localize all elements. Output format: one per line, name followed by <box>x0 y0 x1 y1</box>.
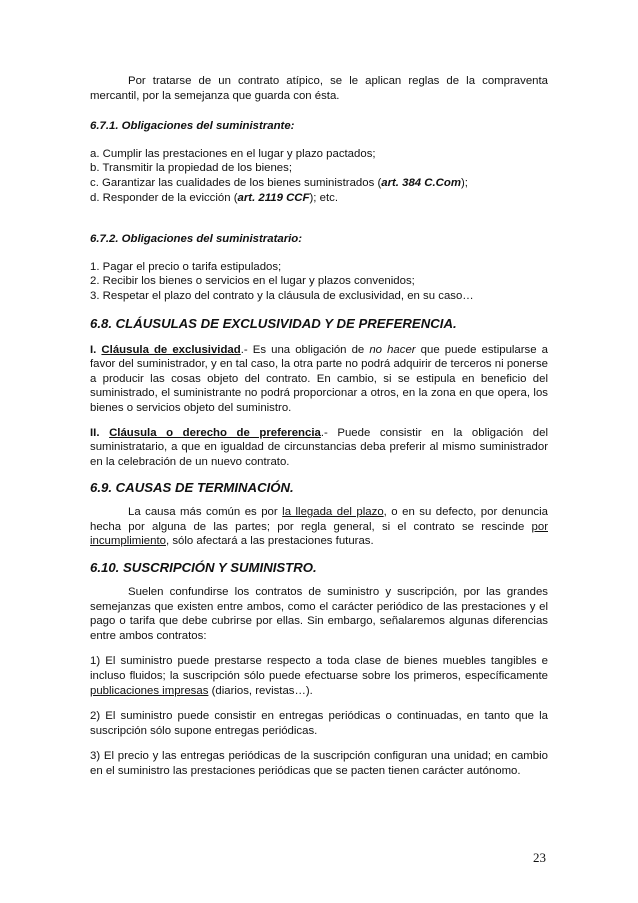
termination-term-breach: por incumplimiento <box>90 520 548 548</box>
difference-1-text-b: (diarios, revistas…). <box>208 684 313 697</box>
obligation-d-text: d. Responder de la evicción ( <box>90 191 238 204</box>
subscription-intro: Suelen confundirse los contratos de suministro y suscripción, por las grandes semejanzas que existen entre ambos, como el carácter periódico de las prestaciones y el pago o tarifa que debe cubrirse por ellas. Sin embargo, señalaremos algunas diferencias entre ambos contratos: <box>90 586 548 642</box>
obligation-c-text: c. Garantizar las cualidades de los bienes suministrados ( <box>90 176 382 189</box>
obligation-d <box>90 191 548 206</box>
termination-text-a: La causa más común es por <box>128 506 283 519</box>
termination-text-c: , sólo afectará a las prestaciones futuras. <box>165 535 374 548</box>
difference-1-term: publicaciones impresas <box>90 684 209 697</box>
obligation-c-reference: art. 384 C.Com <box>381 176 461 189</box>
intro-paragraph: Por tratarse de un contrato atípico, se le aplican reglas de la compraventa mercantil, por la semejanza que guarda con ésta. <box>90 75 548 102</box>
exclusivity-text-a: .- Es una obligación de <box>240 343 370 356</box>
exclusivity-number: I. <box>90 343 97 356</box>
obligation-b: b. Transmitir la propiedad de los bienes; <box>90 162 292 175</box>
obligation-c-end: ); <box>461 176 468 189</box>
duty-3: 3. Respetar el plazo del contrato y la cláusula de exclusividad, en su caso… <box>90 289 474 302</box>
preference-term: Cláusula o derecho de preferencia <box>109 426 321 439</box>
preference-text: .- Puede consistir en la obligación del suministratario, a que en igualdad de circunstancias deba preferir al mismo suministrador en la celebración de un nuevo contrato. <box>90 426 548 468</box>
page-number: 23 <box>533 850 546 865</box>
preference-paragraph <box>90 426 548 470</box>
obligation-c <box>90 176 548 191</box>
subsection-title-671: 6.7.1. Obligaciones del suministrante: <box>90 120 295 133</box>
duty-2: 2. Recibir los bienes o servicios en el lugar y plazos convenidos; <box>90 275 415 288</box>
subsection-title-672: 6.7.2. Obligaciones del suministratario: <box>90 233 303 246</box>
difference-1 <box>90 654 548 698</box>
termination-text-b: , o en su defecto, por denuncia hecha por alguna de las partes; por regla general, si el contrato se rescinde <box>90 506 548 533</box>
obligation-a: a. Cumplir las prestaciones en el lugar y plazo pactados; <box>90 147 376 160</box>
section-title-68: 6.8. CLÁUSULAS DE EXCLUSIVIDAD Y DE PREFERENCIA. <box>90 315 457 331</box>
duty-1: 1. Pagar el precio o tarifa estipulados; <box>90 260 282 273</box>
obligation-d-reference: art. 2119 CCF <box>237 191 310 204</box>
exclusivity-term: Cláusula de exclusividad <box>101 343 241 356</box>
difference-1-text-a: 1) El suministro puede prestarse respecto a toda clase de bienes muebles tangibles e incluso fluidos; la suscripción sólo puede efectuarse sobre los primeros, específicamente <box>90 655 548 683</box>
preference-number: II. <box>90 426 100 439</box>
section-title-610: 6.10. SUSCRIPCIÓN Y SUMINISTRO. <box>90 560 317 576</box>
exclusivity-text-b: que puede estipularse a favor del suministrador, y en tal caso, la otra parte no podrá adquirir de terceros ni ponerse a producir las cosas objeto del contrato. En cambio, si se estipula en beneficio del suministrado, el suministrante no podrá proporcionar a otros, en la zona en que opera, los bienes o servicios objeto del suministro. <box>90 343 549 414</box>
page-content <box>90 74 548 779</box>
section-title-69: 6.9. CAUSAS DE TERMINACIÓN. <box>90 480 294 496</box>
obligation-d-end: ); etc. <box>309 191 338 204</box>
exclusivity-paragraph <box>90 343 548 416</box>
termination-term-deadline: la llegada del plazo <box>282 506 384 519</box>
exclusivity-emphasis: no hacer <box>369 343 416 356</box>
difference-2: 2) El suministro puede consistir en entregas periódicas o continuadas, en tanto que la suscripción sólo supone entregas periódicas. <box>90 710 548 737</box>
termination-paragraph <box>90 505 548 549</box>
difference-3: 3) El precio y las entregas periódicas de la suscripción configuran una unidad; en cambio en el suministro las prestaciones periódicas que se pacten tienen carácter autónomo. <box>90 750 548 777</box>
